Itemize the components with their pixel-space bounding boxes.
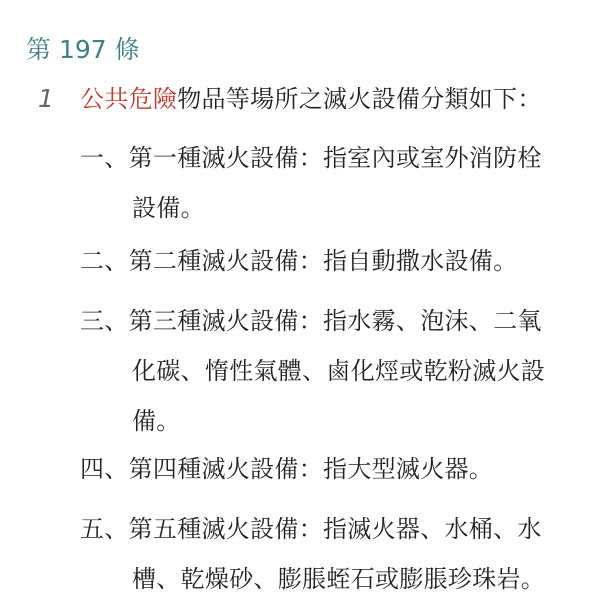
article-title: 第 197 條 bbox=[26, 35, 140, 64]
item-line: 槽、乾燥砂、膨脹蛭石或膨脹珍珠岩。 bbox=[132, 565, 546, 593]
item-line: 一、第一種滅火設備：指室內或室外消防栓 bbox=[80, 144, 542, 172]
paragraph-body: 物品等場所之滅火設備分類如下： bbox=[177, 85, 542, 113]
item-line: 五、第五種滅火設備：指滅火器、水桶、水 bbox=[80, 515, 542, 543]
item-line: 設備。 bbox=[132, 194, 205, 222]
term-link-public-hazard[interactable]: 公共危險 bbox=[80, 85, 178, 113]
item-line: 備。 bbox=[132, 407, 181, 435]
paragraph-text bbox=[80, 79, 580, 119]
list-item bbox=[80, 444, 570, 494]
list-item bbox=[80, 236, 570, 286]
item-line: 三、第三種滅火設備：指水霧、泡沫、二氧 bbox=[80, 307, 542, 335]
paragraph-number: 1 bbox=[38, 84, 54, 113]
item-line: 二、第二種滅火設備：指自動撒水設備。 bbox=[80, 247, 518, 275]
list-item bbox=[80, 296, 570, 446]
list-item bbox=[80, 133, 570, 233]
item-line: 化碳、惰性氣體、鹵化烴或乾粉滅火設 bbox=[132, 357, 546, 385]
item-line: 四、第四種滅火設備：指大型滅火器。 bbox=[80, 455, 494, 483]
list-item bbox=[80, 504, 570, 600]
